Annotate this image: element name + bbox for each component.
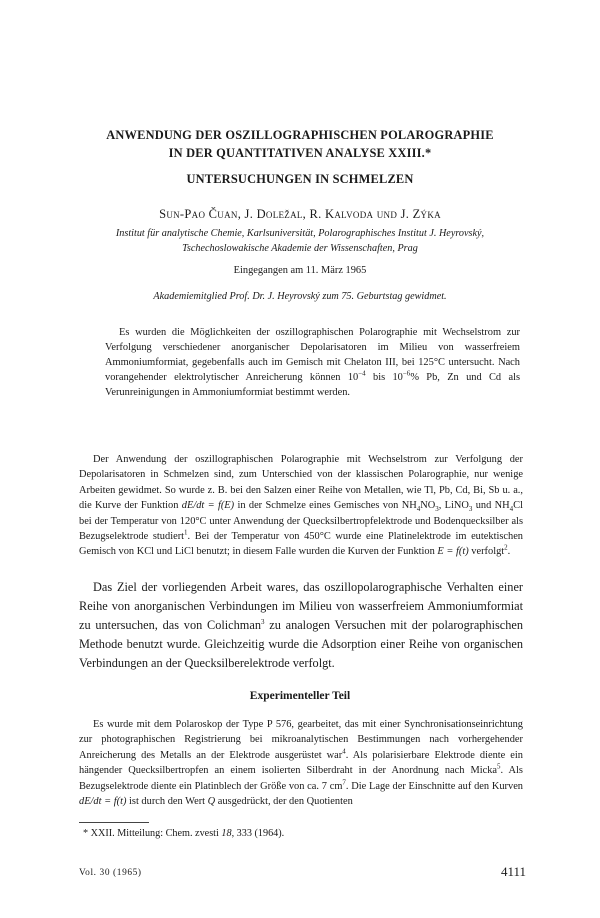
section-heading: Experimenteller Teil — [249, 690, 351, 702]
dedication: Akademiemitglied Prof. Dr. J. Heyrovský zum 75. Geburtstag gewidmet. — [153, 291, 447, 302]
title-line-1: ANWENDUNG DER OSZILLOGRAPHISCHEN POLAROGRAPHIE — [106, 128, 494, 142]
received-date: Eingegangen am 11. März 1965 — [233, 265, 367, 276]
aim-paragraph: Das Ziel der vorliegenden Arbeit wares, das oszillopolarographische Verhalten einer Reihe von anorganischen Verbindungen im Milieu von wasserfreiem Ammoniumformiat zu untersuchen, das von Colichman$^3$ zu analogen Versuchen mit der polarographischen Methode benutzt wurde. Gleichzeitig wurde die Adsorption einer Reihe von organischen Verbindungen an der Quecksilberelektrode verfolgt. — [79, 580, 523, 670]
title-line-3: UNTERSUCHUNGEN IN SCHMELZEN — [186, 172, 414, 186]
affiliation-line-2: Tschechoslowakische Akademie der Wissenschaften, Prag — [182, 243, 418, 254]
page-number: 4111 — [500, 864, 526, 879]
footnote-rule — [79, 822, 149, 823]
footnote: * XXII. Mitteilung: Chem. zvesti 18, 333 (1964). — [83, 828, 285, 839]
experimental-paragraph: Es wurde mit dem Polaroskop der Type P 576, gearbeitet, das mit einer Synchronisationseinrichtung zur photographischen Registrierung bei mikroanalytischen Bestimmungen nach vorhergehender Anreicherung des Metalls an der Elektrode ausgerüstet war$^4$. Als polarisierbare Elektrode diente ein hängender Quecksilbertropfen an einem isolierten Silberdraht in der Anordnung nach Micka$^5$. Als Bezugselektrode diente ein Platinblech der Größe von ca. 7 $cm^7$. Die Lage der Einschnitte auf den Kurven dE/dt = f(t) ist durch den Wert Q ausgedrückt, der den Quotienten — [79, 719, 524, 808]
journal-volume: Vol. 30 (1965) — [79, 868, 142, 878]
affiliation-line-1: Institut für analytische Chemie, Karlsuniversität, Polarographisches Institut J. Heyrovský, — [115, 228, 485, 239]
introduction-paragraph: Der Anwendung der oszillographischen Polarographie mit Wechselstrom zur Verfolgung der Depolarisatoren in Schmelzen sind, zum Unterschied von der klassischen Polarographie, nur wenige Arbeiten gewidmet. So wurde z. B. bei den Salzen einer Reihe von Metallen, wie Tl, Pb, Cd, Bi, Sb u. a., die Kurve der Funktion dE/dt = f(E) in der Schmelze eines Gemisches von $NH_4NO_3$, LiNO$_3$ und $NH_4Cl$ bei der Temperatur von 120°C unter Anwendung der Quecksilbertropfelektrode und Bodenquecksilber als Bezugselektrode studiert$^1$. Bei der Temperatur von 450°C wurde eine Platinelektrode im eutektischen Gemisch von KCl und LiCl benutzt; in diesem Falle wurden die Kurven der Funktion E = f(t) verfolgt$^2$. — [79, 454, 523, 558]
abstract: Es wurden die Möglichkeiten der oszillographischen Polarographie mit Wechselstrom zur Verfolgung verschiedener anorganischer Depolarisatoren im Milieu von wasserfreiem Ammoniumformiat, gegebenfalls auch im Gemisch mit Chelaton III, bei 125°C untersucht. Nach vorangehender elektrolytischer Anreicherung können $10^{-4}$ bis $10^{-6}\%$ Pb, Zn und Cd als Verunreinigungen in Ammoniumformiat bestimmt werden. — [105, 327, 520, 398]
title-line-2: IN DER QUANTITATIVEN ANALYSE XXIII.* — [168, 146, 432, 160]
author-list: Sun-Pao Čuan, J. Doležal, R. Kalvoda und J. Zýka — [159, 207, 441, 221]
